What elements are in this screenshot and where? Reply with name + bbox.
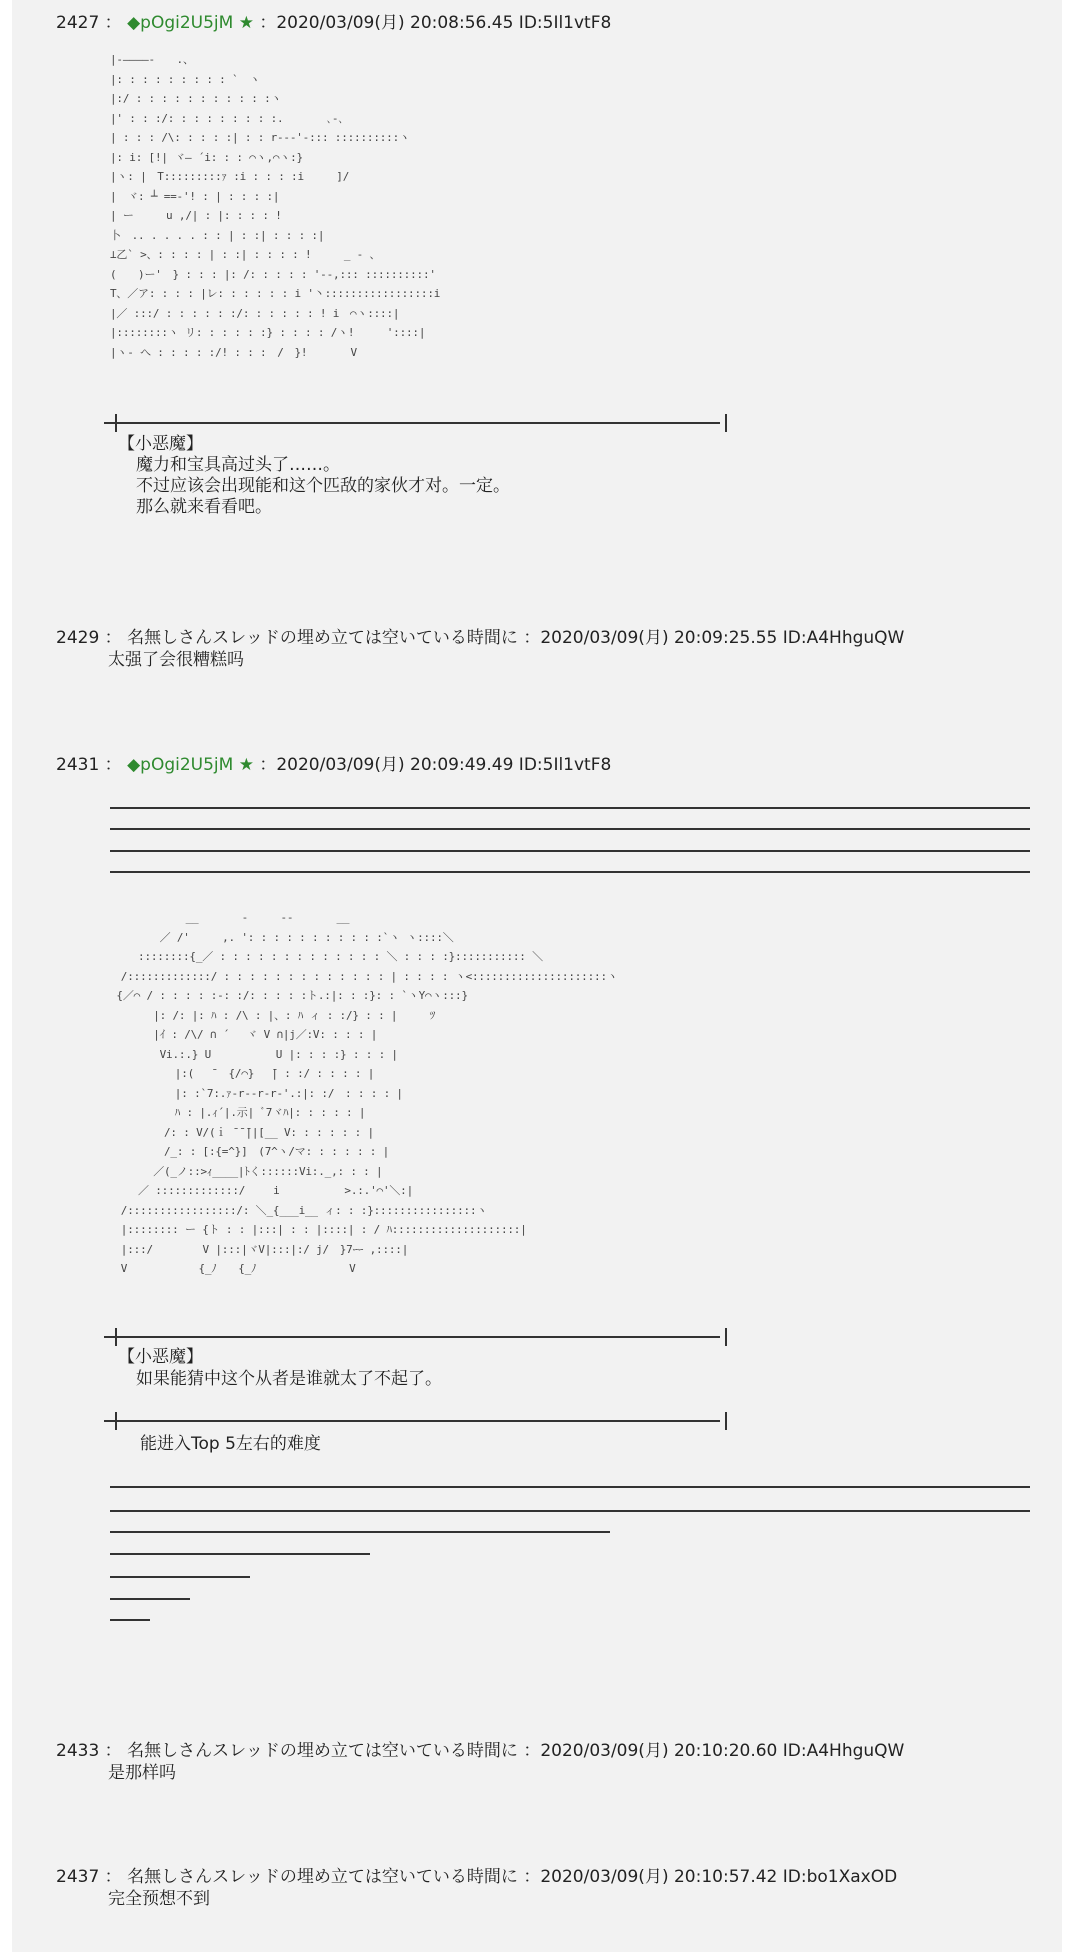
post-header (56, 1866, 897, 1888)
divider-cross-right (725, 1328, 727, 1346)
dialogue-line: 魔力和宝具高过头了……。 (136, 455, 340, 475)
poster-trip: ◆pOgi2U5jM ★ (127, 13, 254, 33)
dialogue-line: 那么就来看看吧。 (136, 497, 272, 517)
post-body: 是那样吗 (108, 1763, 176, 1783)
post-datetime-id: ：2020/03/09(月) 20:09:49.49 ID:5Il1vtF8 (259, 755, 612, 775)
post-header (56, 627, 904, 649)
full-rule (110, 807, 1030, 809)
divider-rule (104, 1336, 720, 1338)
post-number: 2433 (56, 1741, 100, 1761)
tapering-rule (110, 1531, 610, 1533)
full-rule (110, 828, 1030, 830)
tapering-rule (110, 1553, 370, 1555)
speaker-label: 【小恶魔】 (118, 434, 203, 454)
post-datetime-id: ：2020/03/09(月) 20:10:20.60 ID:A4HhguQW (523, 1741, 905, 1761)
divider-cross-left (115, 1328, 117, 1346)
divider-cross-right (725, 414, 727, 432)
post-header (56, 1740, 904, 1762)
post-separator: ： (104, 628, 122, 648)
post-datetime-id: ：2020/03/09(月) 20:10:57.42 ID:bo1XaxOD (523, 1867, 898, 1887)
post-datetime-id: ：2020/03/09(月) 20:08:56.45 ID:5Il1vtF8 (259, 13, 612, 33)
divider-rule (104, 422, 720, 424)
post-datetime-id: ：2020/03/09(月) 20:09:25.55 ID:A4HhguQW (523, 628, 905, 648)
divider-cross-left (115, 414, 117, 432)
tapering-rule (110, 1619, 150, 1621)
divider-cross-right (725, 1412, 727, 1430)
full-rule (110, 1486, 1030, 1488)
tapering-rule (110, 1576, 250, 1578)
narration-note: 能进入Top 5左右的难度 (140, 1434, 321, 1454)
full-rule (110, 850, 1030, 852)
poster-name: 名無しさんスレッドの埋め立ては空いている時間に (127, 1741, 518, 1761)
poster-name: 名無しさんスレッドの埋め立ては空いている時間に (127, 628, 518, 648)
post-number: 2431 (56, 755, 100, 775)
tapering-rule (110, 1598, 190, 1600)
post-number: 2429 (56, 628, 100, 648)
ascii-art-servant: __ - -- __ ／ /' ,. ': : : : : : : : : : :`ヽ ヽ::::＼ ::::::::{_／ : : : : : : : : : : : : : ＼ : : : :}::::::::::: ＼ /:::::::::::::/ : : : : : : : : : : : : : | : : : : ヽ<:::::::::::::::::::::ヽ {／⌒ / : : : : :‐: :/: : : : :ト.:|: : :}: : `ヽY⌒ヽ:::} |: /: |: ﾊ : /\ : |、: ﾊ ィ : :/} : : | ﾂ |ｲ : /\/ ∩ ´ ヾ V ∩|j／:V: : : : | Vi.:.} U U |: : : :} : : : | |:( ̄ {/⌒} ̄| : :/ : : : : | |: :`7:.ｧ‐r‐‐r‐r‐'.:|: :/ : : : : | ﾊ : |.ｨ´|.示| ﾞ7ヾﾊ|: : : : : | /: : V/(ｉ ̄ ̄ ̄||[__ V: : : : : : | /_: : [:{=^}] (7^ヽ/マ: : : : : : | ／(_ノ::>ｨ____|ﾄく::::::Vi:._,: : : | ／ :::::::::::::/ i >.:.'⌒'＼:| /:::::::::::::::::/: ＼_{___i__ ィ: : :}::::::::::::::::ヽ |:::::::: ー {ト : : |:::| : : |::::| : / ﾊ::::::::::::::::::::| |:::/ V |:::|ヾV|:::|:/ j/ }7ｰｰ ,::::| V {_ﾉ {_ﾉ V (116, 911, 618, 1275)
post-separator: ： (104, 755, 122, 775)
post-header (56, 12, 611, 34)
full-rule (110, 871, 1030, 873)
dialogue-line: 如果能猜中这个从者是谁就太了不起了。 (136, 1369, 442, 1389)
speaker-label: 【小恶魔】 (118, 1347, 203, 1367)
post-body: 完全预想不到 (108, 1889, 210, 1909)
post-header (56, 754, 611, 776)
dialogue-line: 不过应该会出现能和这个匹敌的家伙才对。一定。 (136, 476, 510, 496)
poster-trip: ◆pOgi2U5jM ★ (127, 755, 254, 775)
post-separator: ： (104, 1867, 122, 1887)
post-number: 2427 (56, 13, 100, 33)
thread-page (12, 0, 1062, 1952)
post-body: 太强了会很糟糕吗 (108, 650, 244, 670)
post-separator: ： (104, 13, 122, 33)
full-rule (110, 1510, 1030, 1512)
ascii-art-koakuma: |-――――- .、 |: : : : : : : : : ` ヽ |:/ : : : : : : : : : : :ヽ |' : : :/: : : : : : : : :. ､-､ | : : : /\: : : : :| : : r--‐'-::: ::::::::::ヽ |: i: [!| ヾ― ´i: : : ⌒ヽ,⌒ヽ:} |ヽ: | T:::::::::ｧ :i : : : :i ]/ | ヾ: ┴ ==-'! : | : : : :| | ー u ,/| : |: : : : ! 卜 .. . . . . : : | : :| : : : :| ⊥乙` >、: : : : | : :| : : : : ! _ ‐ 、 ( )ー' } : : : |: /: : : : : '‐-,::: ::::::::::' T、／ア: : : : |レ: : : : : : i '丶:::::::::::::::::i |／ :::/ : : : : : :/: : : : : : ! i ⌒ヽ::::| |::::::::ヽ リ: : : : : :} : : : : /ヽ! '::::| |ヽ- へ : : : : :/! : : : / }! V (110, 53, 441, 359)
divider-cross-left (115, 1412, 117, 1430)
post-separator: ： (104, 1741, 122, 1761)
divider-rule (104, 1420, 720, 1422)
poster-name: 名無しさんスレッドの埋め立ては空いている時間に (127, 1867, 518, 1887)
post-number: 2437 (56, 1867, 100, 1887)
